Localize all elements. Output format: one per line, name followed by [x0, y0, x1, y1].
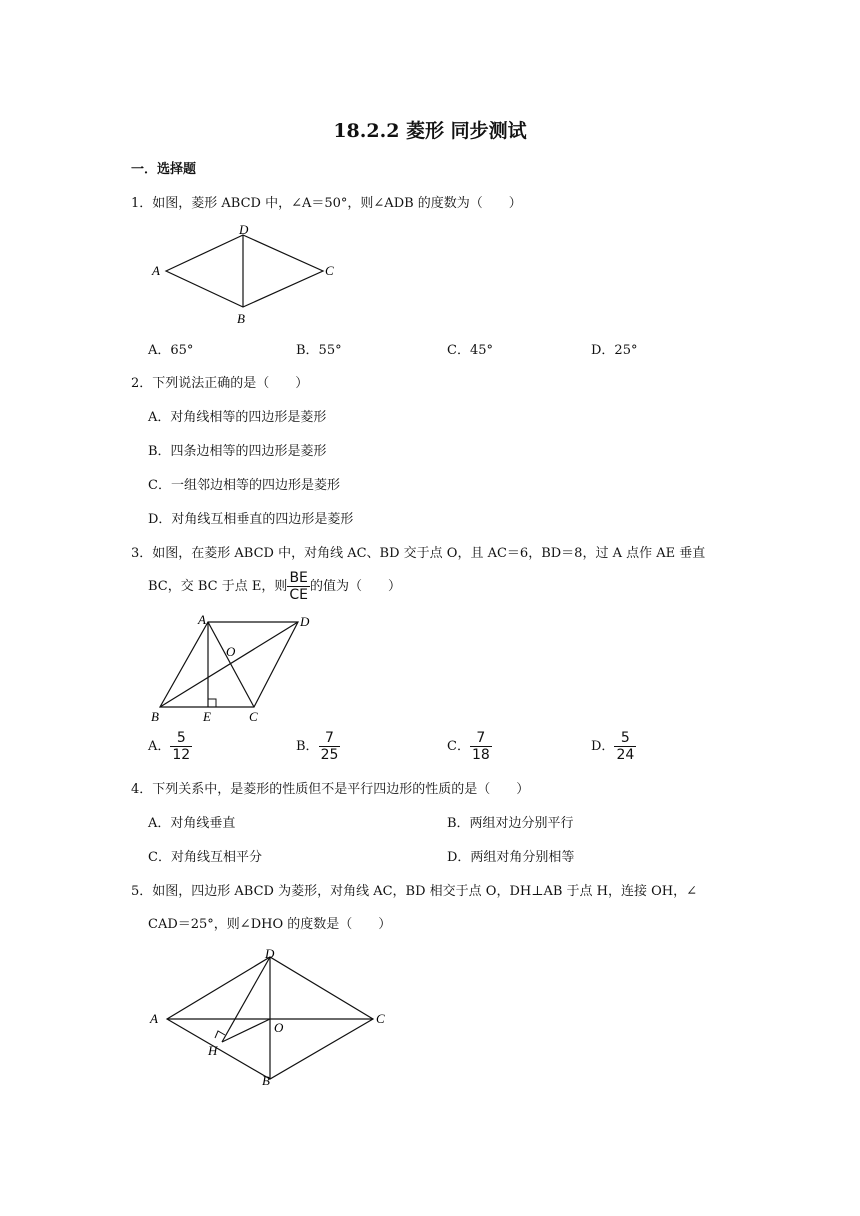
label-d: D: [265, 946, 275, 961]
q4-option-d[interactable]: D．两组对角分别相等: [447, 850, 575, 865]
label-b: B: [262, 1073, 270, 1088]
section-heading: 一．选择题: [131, 162, 197, 177]
question-4-text: 4．下列关系中，是菱形的性质但不是平行四边形的性质的是（ ）: [131, 782, 530, 797]
label-a: A: [150, 1011, 158, 1026]
q3-line2-pre: BC，交 BC 于点 E，则: [148, 579, 288, 594]
q2-option-b[interactable]: B．四条边相等的四边形是菱形: [148, 444, 327, 459]
label-h: H: [208, 1043, 218, 1058]
q1-option-b[interactable]: B．55°: [296, 343, 342, 358]
question-3-line1: 3．如图，在菱形 ABCD 中，对角线 AC、BD 交于点 O，且 AC＝6，BD＝8，过 A 点作 AE 垂直: [131, 546, 706, 561]
label-c: C: [249, 709, 258, 724]
q1-option-a[interactable]: A．65°: [148, 343, 194, 358]
label-d: D: [239, 222, 249, 237]
question-1-text: 1．如图，菱形 ABCD 中，∠A＝50°，则∠ADB 的度数为（ ）: [131, 196, 522, 211]
label-c: C: [376, 1011, 385, 1026]
q4-option-a[interactable]: A．对角线垂直: [148, 816, 236, 831]
segment-oh: [222, 1019, 270, 1042]
diagonal-bd: [160, 622, 298, 707]
q1-option-c[interactable]: C．45°: [447, 343, 493, 358]
q4-option-c[interactable]: C．对角线互相平分: [148, 850, 262, 865]
q3-option-a[interactable]: A． $\frac{5}{12}$: [148, 730, 191, 763]
rhombus-abcd: [166, 235, 323, 307]
label-e: E: [203, 709, 211, 724]
perpendicular-dh: [222, 957, 270, 1042]
label-c: C: [325, 263, 334, 278]
q2-option-c[interactable]: C．一组邻边相等的四边形是菱形: [148, 478, 340, 493]
question-5-figure: [146, 945, 396, 1093]
question-1-figure: [148, 222, 348, 326]
q3-line2-post: 的值为（ ）: [310, 579, 402, 594]
diagonal-ac: [208, 622, 254, 707]
question-3-line2: [148, 570, 401, 603]
q3-option-b[interactable]: B． $\frac{7}{25}$: [296, 730, 339, 763]
label-b: B: [237, 311, 245, 326]
label-a: A: [152, 263, 160, 278]
label-o: O: [274, 1020, 284, 1035]
question-5-line1: 5．如图，四边形 ABCD 为菱形，对角线 AC，BD 相交于点 O，DH⊥AB 于点 H，连接 OH，∠: [131, 884, 698, 899]
q4-option-b[interactable]: B．两组对边分别平行: [447, 816, 574, 831]
label-a: A: [198, 612, 206, 627]
q2-option-a[interactable]: A．对角线相等的四边形是菱形: [148, 410, 327, 425]
q3-fraction-be-ce: [287, 570, 310, 603]
right-angle-mark: [208, 699, 216, 707]
q2-option-d[interactable]: D．对角线互相垂直的四边形是菱形: [148, 512, 354, 527]
q3-option-c[interactable]: C． $\frac{7}{18}$: [447, 730, 490, 763]
q3-frac-num: BE: [287, 570, 310, 587]
right-angle-mark: [215, 1031, 225, 1038]
label-d: D: [300, 614, 310, 629]
q3-frac-den: CE: [289, 587, 308, 603]
label-b: B: [151, 709, 159, 724]
question-3-figure: [146, 610, 321, 728]
question-5-line2: CAD＝25°，则∠DHO 的度数是（ ）: [148, 917, 392, 932]
q1-option-d[interactable]: D．25°: [591, 343, 638, 358]
label-o: O: [226, 644, 236, 659]
question-2-text: 2．下列说法正确的是（ ）: [131, 376, 309, 391]
q3-option-d[interactable]: D． $\frac{5}{24}$: [591, 730, 635, 763]
page-title: 18.2.2 菱形 同步测试: [333, 120, 527, 142]
